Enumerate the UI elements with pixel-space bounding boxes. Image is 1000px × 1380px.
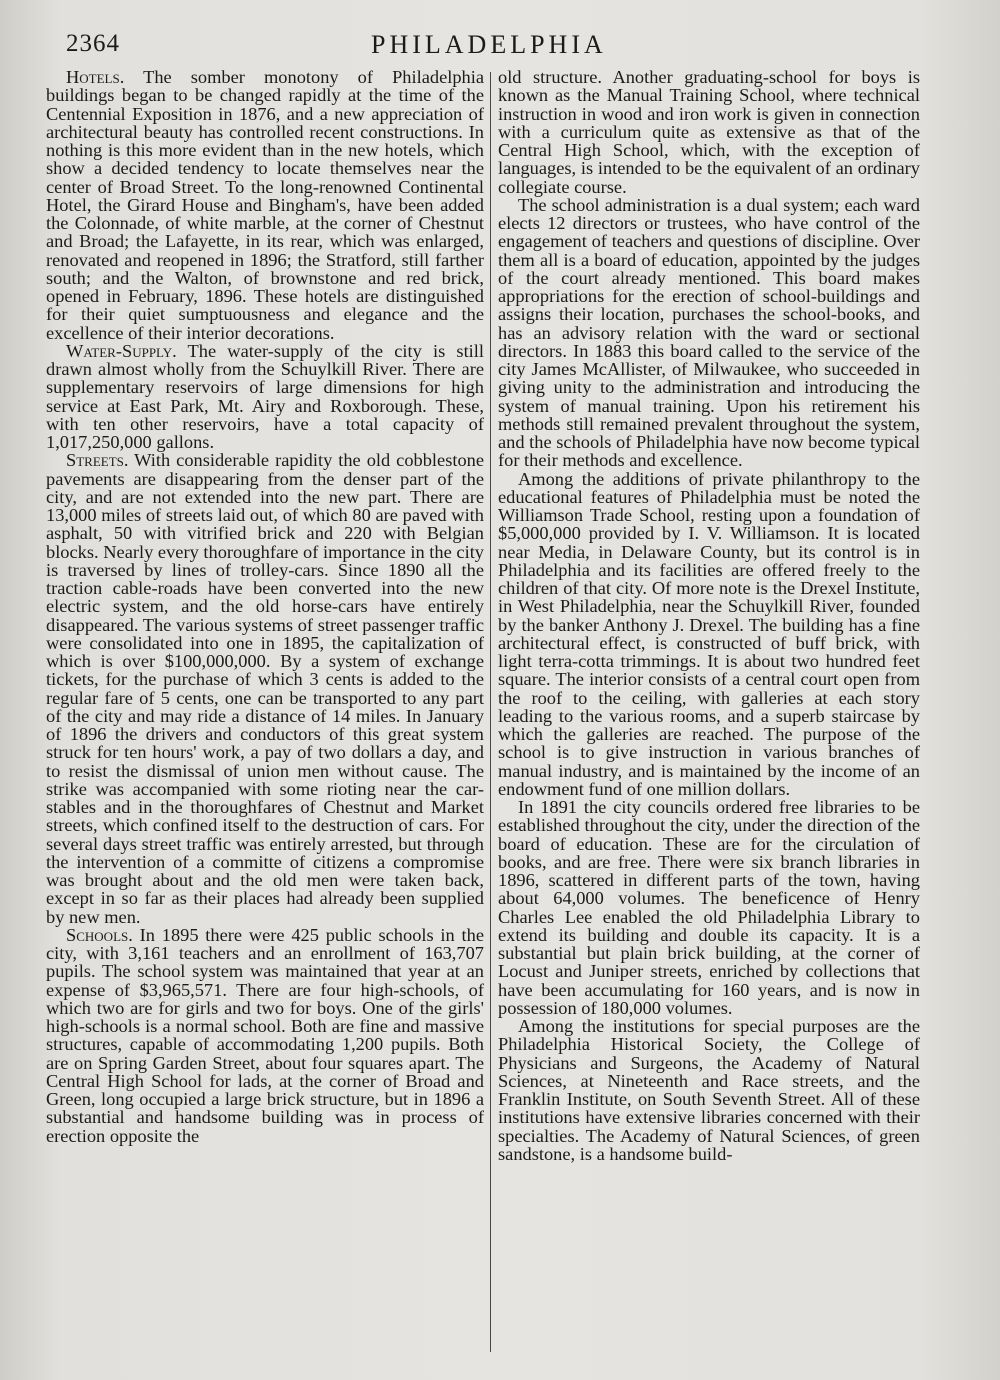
- paragraph-water-supply: [46, 342, 484, 452]
- paragraph-streets: [46, 451, 484, 926]
- text-water-supply: The water-supply of the city is still drawn almost wholly from the Schuylkill River. There are supplementary reservoirs of large dimensions for high service at East Park, Mt. Airy and Roxborough. These, with ten other reservoirs, have a total capacity of 1,017,250,000 gallons.: [46, 340, 485, 452]
- paragraph-libraries: In 1891 the city councils ordered free libraries to be established throughout the city, under the direction of the board of education. These are for the circulation of books, and are free. There were six branch libraries in 1896, scattered in different parts of the town, having about 64,000 volumes. The beneficence of Henry Charles Lee enabled the old Philadelphia Library to extend its building and double its capacity. It is a substantial but plain brick building, at the corner of Locust and Juniper streets, enriched by collections that have been accumulating for 160 years, and is now in possession of 180,000 volumes.: [498, 797, 920, 1018]
- left-column: [46, 68, 484, 1145]
- paragraph-school-administration: The school administration is a dual system; each ward elects 12 directors or trustees, who have control of the engagement of teachers and questions of discipline. Over them all is a board of education, appointed by the judges of the court already mentioned. This board makes appropriations for the erection of school-buildings and assigns their location, purchases the school-books, and has an advisory relation with the ward or sectional directors. In 1883 this board called to the service of the city James McAllister, of Milwaukee, who succeeded in giving unity to the administration and introducing the system of manual training. Upon his retirement his methods still remained prevalent throughout the system, and the schools of Philadelphia have now become typical for their methods and excellence.: [498, 194, 920, 471]
- heading-schools: Schools.: [66, 924, 133, 945]
- column-divider: [490, 72, 491, 1352]
- right-column: [498, 68, 920, 1163]
- page-number: 2364: [66, 30, 120, 57]
- paragraph-continued: old structure. Another graduating-school for boys is known as the Manual Training School, where technical instruction in wood and iron work is given in connection with a curriculum quite as extensive as that of the Central High School, which, with the exception of languages, is intended to be the equivalent of an ordinary collegiate course.: [498, 67, 920, 197]
- paragraph-hotels: [46, 68, 484, 342]
- text-streets: With considerable rapidity the old cobblestone pavements are disappearing from the denser part of the city, and are not extended into the new part. There are 13,000 miles of streets laid out, of which 80 are paved with asphalt, 50 with vitrified brick and 220 with Belgian blocks. Nearly every thoroughfare of importance in the city is traversed by lines of trolley-cars. Since 1890 all the traction cable-roads have been converted into the new electric system, and the old horse-cars have entirely disappeared. The various systems of street passenger traffic were consolidated into one in 1895, the capitalization of which is over $100,000,000. By a system of exchange tickets, for the purchase of which 3 cents is added to the regular fare of 5 cents, one can be transported to any part of the city and may ride a distance of 14 miles. In January of 1896 the drivers and conductors of this great system struck for ten hours' work, a pay of two dollars a day, and to resist the dismissal of union men without cause. The strike was accompanied with some rioting near the car-stables and in the thoroughfares of Chestnut and Market streets, which confined itself to the destruction of cars. For several days street traffic was entirely arrested, but through the intervention of a committe of citizens a compromise was brought about and the old men were taken back, except in so far as their places had already been supplied by new men.: [46, 450, 485, 927]
- paragraph-institutions: Among the institutions for special purposes are the Philadelphia Historical Society, the College of Physicians and Surgeons, the Academy of Natural Sciences, at Nineteenth and Race streets, and the Franklin Institute, on South Seventh Street. All of these institutions have extensive libraries concerned with their specialties. The Academy of Natural Sciences, of green sandstone, is a handsome build-: [498, 1016, 920, 1164]
- text-schools: In 1895 there were 425 public schools in the city, with 3,161 teachers and an enrollment of 163,707 pupils. The school system was maintained that year at an expense of $3,965,571. There are four high-schools, of which two are for girls and two for boys. One of the girls' high-schools is a normal school. Both are fine and massive structures, capable of accommodating 1,200 pupils. Both are on Spring Garden Street, about four squares apart. The Central High School for lads, at the corner of Broad and Green, long occupied a large brick structure, but in 1896 a substantial and handsome building was in process of erection opposite the: [46, 924, 484, 1146]
- heading-streets: Streets.: [66, 450, 129, 471]
- paragraph-philanthropy: Among the additions of private philanthropy to the educational features of Philadelphia must be noted the Williamson Trade School, resting upon a foundation of $5,000,000 provided by I. V. Williamson. It is located near Media, in Delaware County, but its control is in Philadelphia and its facilities are offered freely to the children of that city. Of more note is the Drexel Institute, in West Philadelphia, near the Schuylkill River, founded by the banker Anthony J. Drexel. The building has a fine architectural effect, is constructed of buff brick, with light terra-cotta trimmings. It is about two hundred feet square. The interior consists of a central court open from the roof to the ceiling, with galleries at each story leading to the various rooms, and a superb staircase by which the galleries are reached. The purpose of the school is to give instruction in various branches of manual industry, and is maintained by the income of an endowment fund of one million dollars.: [498, 468, 920, 799]
- heading-hotels: Hotels.: [66, 67, 125, 87]
- heading-water-supply: Water-Supply.: [66, 340, 177, 361]
- running-title: PHILADELPHIA: [371, 30, 607, 59]
- page-header: [66, 26, 946, 60]
- paragraph-schools: [46, 926, 484, 1145]
- text-hotels: The somber monotony of Philadelphia buildings began to be changed rapidly at the time of the Centennial Exposition in 1876, and a new appreciation of architectural beauty has controlled recent constructions. In nothing is this more evident than in the new hotels, which show a decided tendency to locate themselves near the center of Broad Street. To the long-renowned Continental Hotel, the Girard House and Bingham's, have been added the Colonnade, of white marble, at the corner of Chestnut and Broad; the Lafayette, in its rear, which was enlarged, renovated and reopened in 1896; the Stratford, still farther south; and the Walton, of brownstone and red brick, opened in February, 1896. These hotels are distinguished for their quiet sumptuousness and elegance and the excellence of their interior decorations.: [46, 67, 485, 343]
